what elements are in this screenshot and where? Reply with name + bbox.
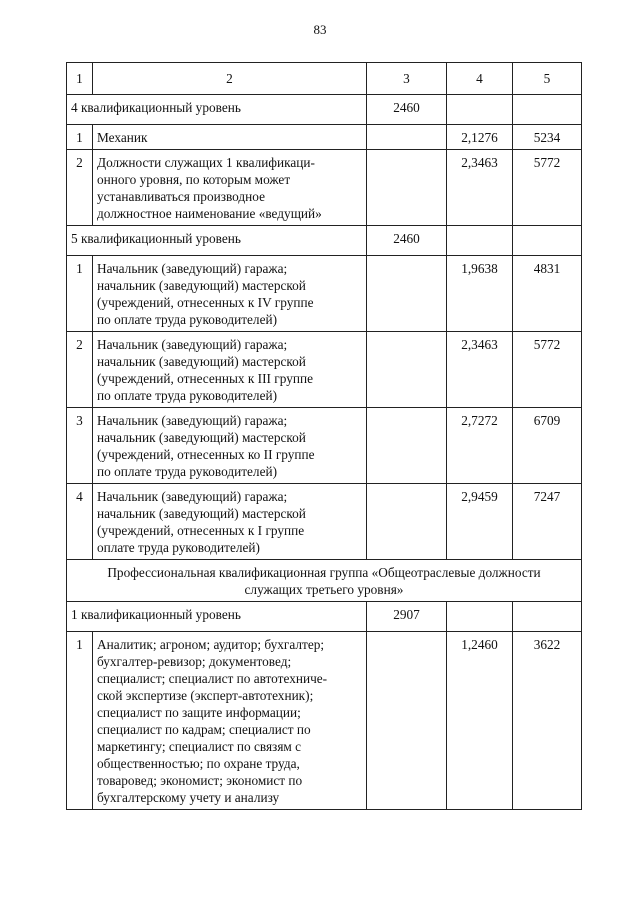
position-title-line: специалист; специалист по автотехниче-: [97, 671, 328, 686]
row-number-cell: 4: [67, 484, 93, 560]
table-row: [67, 632, 582, 810]
position-title-cell: [93, 408, 367, 484]
position-title-line: начальник (заведующий) мастерской: [97, 430, 306, 445]
coefficient-cell: 2,3463: [447, 332, 513, 408]
base-salary-cell: [367, 408, 447, 484]
table-row: [67, 125, 582, 150]
position-title-line: должностное наименование «ведущий»: [97, 206, 322, 221]
position-title-cell: [93, 332, 367, 408]
position-title-cell: [93, 150, 367, 226]
row-number-cell: 1: [67, 256, 93, 332]
base-salary-cell: 2460: [367, 226, 447, 256]
column-header-1: 1: [67, 63, 93, 95]
row-number-cell: 1: [67, 125, 93, 150]
salary-cell: [513, 95, 582, 125]
column-header-5: 5: [513, 63, 582, 95]
position-title-line: Начальник (заведующий) гаража;: [97, 261, 288, 276]
position-title-line: Начальник (заведующий) гаража;: [97, 489, 288, 504]
row-number-cell: 2: [67, 332, 93, 408]
position-title-line: ской экспертизе (эксперт-автотехник);: [97, 688, 314, 703]
coefficient-cell: 1,2460: [447, 632, 513, 810]
group-title-line: служащих третьего уровня»: [244, 582, 404, 597]
position-title-line: по оплате труда руководителей): [97, 312, 278, 327]
column-header-2: 2: [93, 63, 367, 95]
position-title-line: начальник (заведующий) мастерской: [97, 278, 306, 293]
base-salary-cell: [367, 150, 447, 226]
column-header-4: 4: [447, 63, 513, 95]
salary-cell: 5234: [513, 125, 582, 150]
coefficient-cell: [447, 95, 513, 125]
salary-cell: [513, 226, 582, 256]
row-number-cell: 2: [67, 150, 93, 226]
coefficient-cell: 1,9638: [447, 256, 513, 332]
row-number-cell: 1: [67, 632, 93, 810]
position-title-line: специалист по кадрам; специалист по: [97, 722, 311, 737]
coefficient-cell: [447, 226, 513, 256]
qualification-level-row: [67, 602, 582, 632]
salary-cell: 5772: [513, 150, 582, 226]
table-row: [67, 408, 582, 484]
base-salary-cell: [367, 256, 447, 332]
position-title-cell: [93, 125, 367, 150]
table-header-row: [67, 63, 582, 95]
salary-cell: 7247: [513, 484, 582, 560]
table-row: [67, 484, 582, 560]
base-salary-cell: [367, 125, 447, 150]
position-title-line: онного уровня, по которым может: [97, 172, 291, 187]
table-row: [67, 150, 582, 226]
position-title-line: маркетингу; специалист по связям с: [97, 739, 302, 754]
qualification-group-row: [67, 560, 582, 602]
position-title-line: общественностью; по охране труда,: [97, 756, 300, 771]
position-title-line: по оплате труда руководителей): [97, 464, 278, 479]
base-salary-cell: 2907: [367, 602, 447, 632]
position-title-line: устанавливаться производное: [97, 189, 266, 204]
position-title-line: начальник (заведующий) мастерской: [97, 506, 306, 521]
salary-cell: 5772: [513, 332, 582, 408]
coefficient-cell: 2,3463: [447, 150, 513, 226]
qualification-level-label: 1 квалификационный уровень: [67, 602, 367, 632]
qualification-level-row: [67, 226, 582, 256]
position-title-line: бухгалтерскому учету и анализу: [97, 790, 280, 805]
qualification-level-label: 5 квалификационный уровень: [67, 226, 367, 256]
table-row: [67, 256, 582, 332]
qualification-level-label: 4 квалификационный уровень: [67, 95, 367, 125]
table-row: [67, 332, 582, 408]
qualification-level-row: [67, 95, 582, 125]
salary-cell: [513, 602, 582, 632]
position-title-cell: [93, 632, 367, 810]
position-title-line: (учреждений, отнесенных к III группе: [97, 371, 314, 386]
position-title-line: Начальник (заведующий) гаража;: [97, 337, 288, 352]
position-title-cell: [93, 484, 367, 560]
coefficient-cell: 2,7272: [447, 408, 513, 484]
position-title-line: (учреждений, отнесенных к I группе: [97, 523, 305, 538]
position-title-line: Начальник (заведующий) гаража;: [97, 413, 288, 428]
salary-cell: 6709: [513, 408, 582, 484]
position-title-line: Должности служащих 1 квалификаци-: [97, 155, 315, 170]
base-salary-cell: [367, 332, 447, 408]
base-salary-cell: [367, 484, 447, 560]
column-header-3: 3: [367, 63, 447, 95]
salary-cell: 4831: [513, 256, 582, 332]
coefficient-cell: 2,9459: [447, 484, 513, 560]
row-number-cell: 3: [67, 408, 93, 484]
salary-table: [66, 62, 582, 810]
position-title-cell: [93, 256, 367, 332]
coefficient-cell: [447, 602, 513, 632]
position-title-line: бухгалтер-ревизор; документовед;: [97, 654, 292, 669]
base-salary-cell: [367, 632, 447, 810]
position-title-line: оплате труда руководителей): [97, 540, 260, 555]
position-title-line: по оплате труда руководителей): [97, 388, 278, 403]
position-title-line: начальник (заведующий) мастерской: [97, 354, 306, 369]
position-title-line: (учреждений, отнесенных к IV группе: [97, 295, 314, 310]
group-title-line: Профессиональная квалификационная группа «Общеотраслевые должности: [107, 565, 541, 580]
salary-cell: 3622: [513, 632, 582, 810]
position-title-line: (учреждений, отнесенных ко II группе: [97, 447, 315, 462]
position-title-line: Механик: [97, 130, 148, 145]
base-salary-cell: 2460: [367, 95, 447, 125]
position-title-line: специалист по защите информации;: [97, 705, 301, 720]
qualification-group-title: [67, 560, 582, 602]
position-title-line: Аналитик; агроном; аудитор; бухгалтер;: [97, 637, 325, 652]
coefficient-cell: 2,1276: [447, 125, 513, 150]
page-number: 83: [313, 22, 327, 37]
position-title-line: товаровед; экономист; экономист по: [97, 773, 303, 788]
